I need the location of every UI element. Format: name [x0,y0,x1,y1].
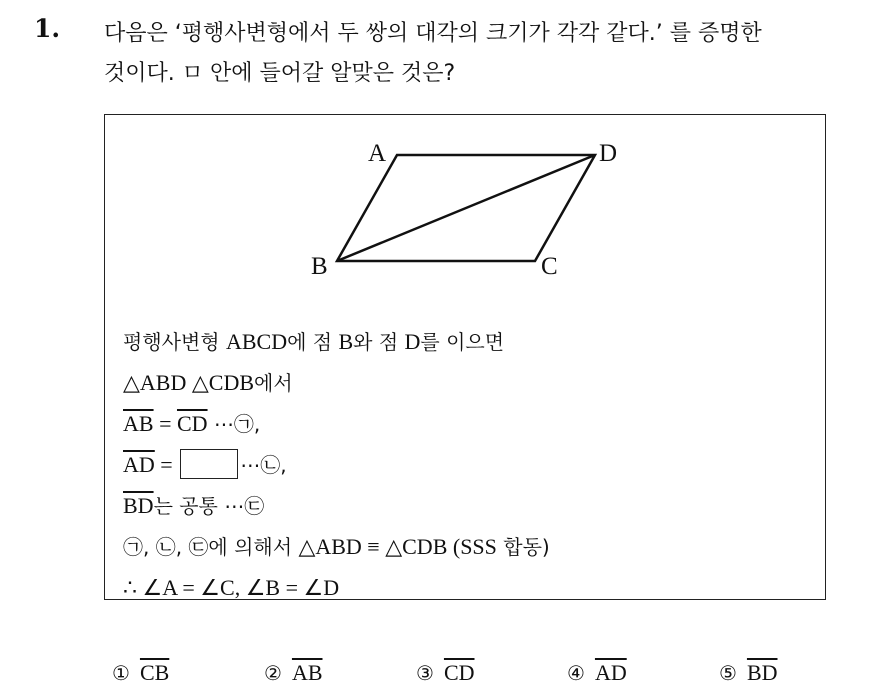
choice-2-value: $\overline{AB}$ [291,660,323,685]
question-number: 1. [34,14,61,43]
proof-l1-c: 에 점 [287,330,333,354]
choice-5[interactable] [719,660,778,686]
proof-l1-d: B [338,329,354,354]
choice-2[interactable] [264,660,323,686]
proof-line-5 [123,485,550,526]
proof-line-3 [123,403,550,444]
proof-l6-a: ㉠, ㉡, ㉢에 의해서 [123,535,293,559]
segment-ab: $\overline{AB}$ [123,411,154,436]
proof-conclusion: ∴ ∠A = ∠C, ∠B = ∠D [123,575,340,600]
segment-ad: $\overline{AD}$ [123,452,155,477]
proof-l4-tail: ⋯㉡, [240,453,287,477]
proof-box [104,114,826,600]
choice-3-value: $\overline{CD}$ [443,660,475,685]
proof-l1-e: 와 점 [353,330,399,354]
choice-5-number: ⑤ [719,661,737,685]
answer-blank-box [180,449,238,479]
proof-l6-b: △ABD ≡ △CDB (SSS [298,534,497,559]
question-line-1: 다음은 ‘평행사변형에서 두 쌍의 대각의 크기가 각각 같다.’ 를 증명한 [104,21,762,46]
proof-l6-c: 합동) [503,535,550,559]
proof-l2-a: △ABD △CDB [123,370,255,395]
answer-choices [0,660,884,690]
equals-sign: = [153,411,177,436]
equals-sign: = [154,452,179,477]
choice-4-value: $\overline{AD}$ [594,660,627,685]
vertex-label-d: D [599,140,618,167]
proof-l2-b: 에서 [254,371,293,395]
question-text [104,14,864,94]
choice-4[interactable] [567,660,627,686]
choice-1-value: $\overline{CB}$ [139,660,170,685]
proof-line-4 [123,444,550,485]
parallelogram-figure [105,115,825,315]
proof-line-1 [123,321,550,362]
proof-l1-b: ABCD [225,329,288,354]
segment-bd: $\overline{BD}$ [123,493,154,518]
vertex-label-b: B [311,253,328,280]
choice-4-number: ④ [567,661,585,685]
diagonal-bd [337,155,595,261]
choice-1-number: ① [112,661,130,685]
vertex-label-a: A [368,140,387,167]
choice-2-number: ② [264,661,282,685]
proof-line-7 [123,567,550,608]
proof-l1-g: 를 이으면 [420,330,505,354]
proof-line-2 [123,362,550,403]
proof-l1-f: D [404,329,421,354]
segment-cd: $\overline{CD}$ [176,411,208,436]
choice-3[interactable] [416,660,475,686]
proof-l3-tail: ⋯㉠, [207,412,261,436]
choice-5-value: $\overline{BD}$ [746,660,778,685]
question-line-2: 것이다. ㅁ 안에 들어갈 알맞은 것은? [104,61,456,86]
choice-1[interactable] [112,660,169,686]
vertex-label-c: C [541,253,558,280]
proof-l5-a: 는 공통 [153,494,218,518]
proof-line-6 [123,526,550,567]
choice-3-number: ③ [416,661,434,685]
proof-l5-b: ⋯㉢ [217,494,265,518]
proof-l1-a: 평행사변형 [123,330,220,354]
proof-text [123,321,550,608]
